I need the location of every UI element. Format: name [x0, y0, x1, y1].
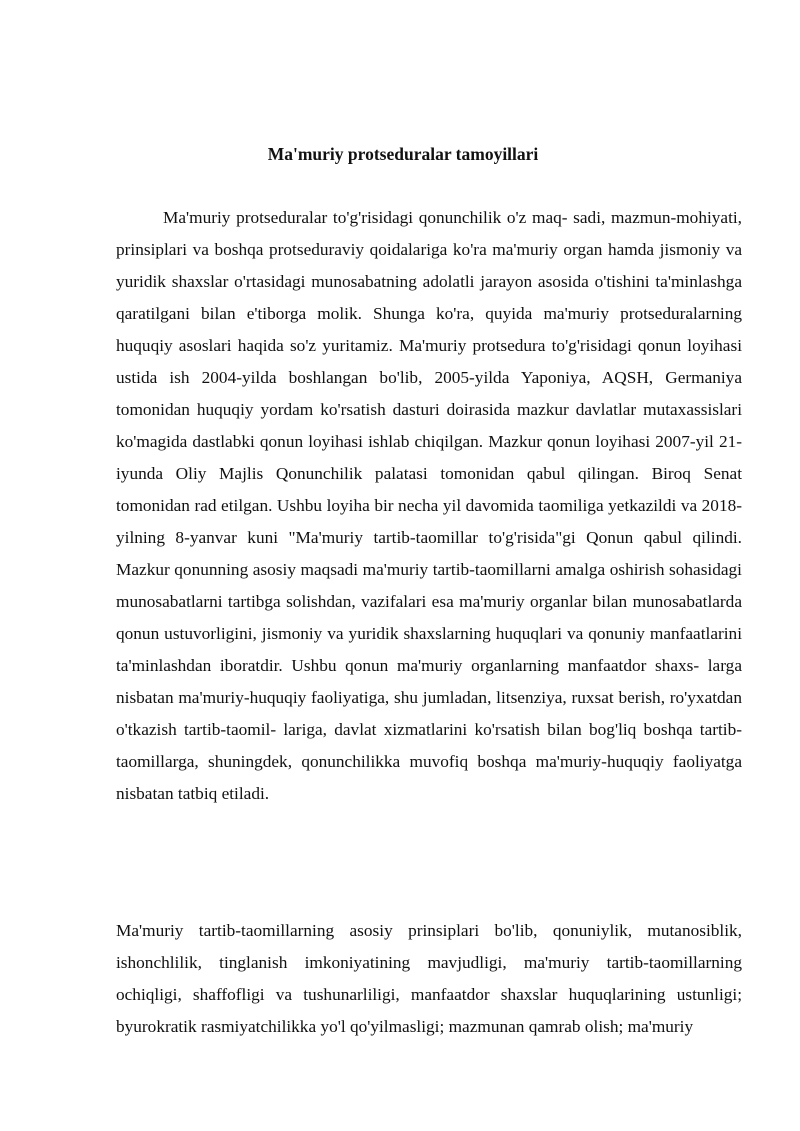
- body-paragraph-2: Ma'muriy tartib-taomillarning asosiy prinsiplari bo'lib, qonuniylik, mutanosiblik, ishonchlilik, tinglanish imkoniyatining mavjudligi, ma'muriy tartib-taomillarning ochiqligi, shaffofligi va tushunarliligi, manfaatdor shaxslar huquqlarining ustunligi; byurokratik rasmiyatchilikka yo'l qo'yilmasligi; mazmunan qamrab olish; ma'muriy: [116, 921, 742, 1036]
- document-title: Ma'muriy protseduralar tamoyillari: [267, 144, 539, 164]
- body-paragraph-1: Ma'muriy protseduralar to'g'risidagi qonunchilik o'z maq- sadi, mazmun-mohiyati, prinsiplari va boshqa protseduraviy qoidalariga ko'ra ma'muriy organ hamda jismoniy va yuridik shaxslar o'rtasidagi munosabatning adolatli jarayon asosida o'tishini ta'minlashga qaratilgani bilan e'tiborga molik. Shunga ko'ra, quyida ma'muriy protseduralarning huquqiy asoslari haqida so'z yuritamiz. Ma'muriy protsedura to'g'risidagi qonun loyihasi ustida ish 2004-yilda boshlangan bo'lib, 2005-yilda Yaponiya, AQSH, Germaniya tomonidan huquqiy yordam ko'rsatish dasturi doirasida mazkur davlatlar mutaxassislari ko'magida dastlabki qonun loyihasi ishlab chiqilgan. Mazkur qonun loyihasi 2007-yil 21-iyunda Oliy Majlis Qonunchilik palatasi tomonidan qabul qilingan. Biroq Senat tomonidan rad etilgan. Ushbu loyiha bir necha yil davomida taomiliga yetkazildi va 2018-yilning 8-yanvar kuni "Ma'muriy tartib-taomillar to'g'risida"gi Qonun qabul qilindi. Mazkur qonunning asosiy maqsadi ma'muriy tartib-taomillarni amalga oshirish sohasidagi munosabatlarni tartibga solishdan, vazifalari esa ma'muriy organlar bilan munosabatlarda qonun ustuvorligini, jismoniy va yuridik shaxslarning huquqlari va qonuniy manfaatlarini ta'minlashdan iboratdir. Ushbu qonun ma'muriy organlarning manfaatdor shaxs- larga nisbatan ma'muriy-huquqiy faoliyatiga, shu jumladan, litsenziya, ruxsat berish, ro'yxatdan o'tkazish tartib-taomil- lariga, davlat xizmatlarini ko'rsatish bilan bog'liq boshqa tartib-taomillarga, shuningdek, qonunchilikka muvofiq boshqa ma'muriy-huquqiy faoliyatga nisbatan tatbiq etiladi.: [116, 208, 742, 803]
